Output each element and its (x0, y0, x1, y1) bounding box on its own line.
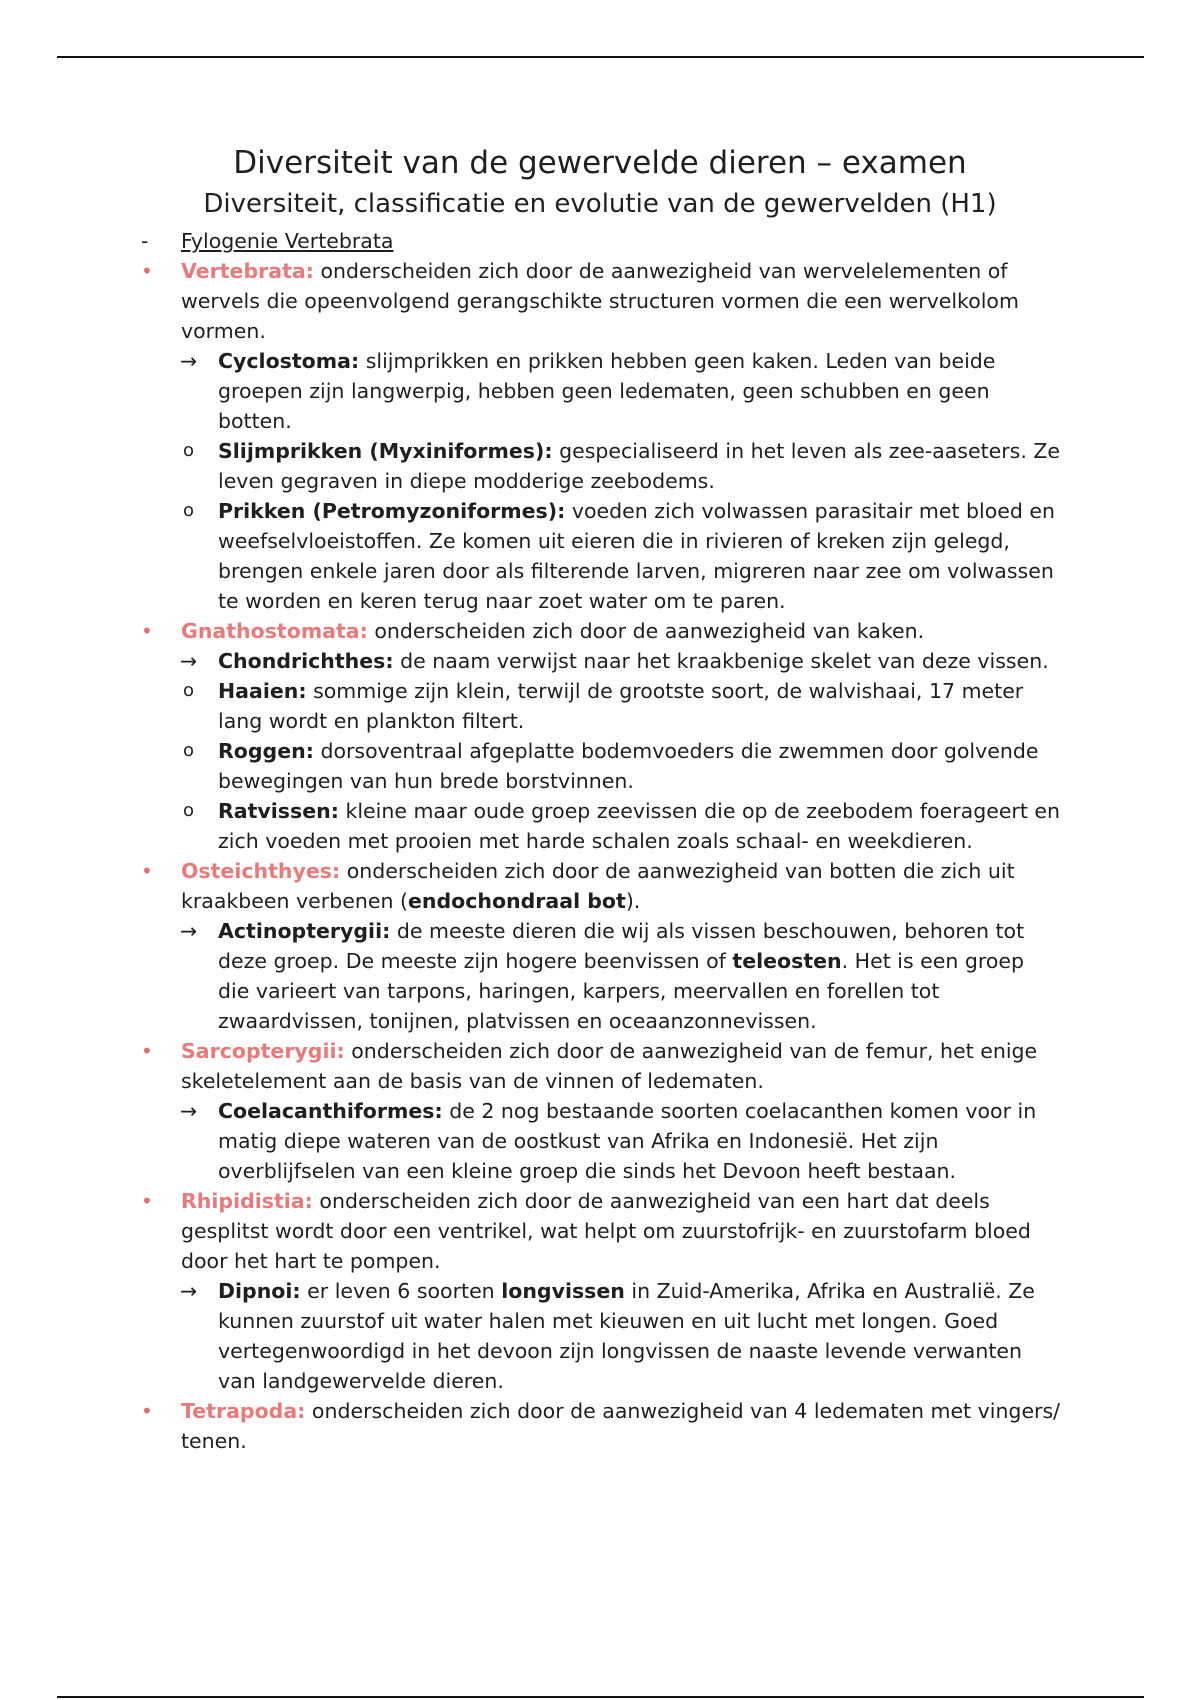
circle-marker: o (183, 680, 195, 701)
list-item-vertebrata (141, 256, 1061, 346)
term-vertebrata: Vertebrata: (181, 259, 314, 283)
sub-item-haaien (141, 676, 1061, 736)
name-roggen: Roggen: (218, 739, 314, 763)
sub-item-coelacanthiformes (141, 1096, 1061, 1186)
arrow-icon: → (180, 919, 198, 943)
name-dipnoi: Dipnoi: (218, 1279, 301, 1303)
list-item-rhipidistia (141, 1186, 1061, 1276)
bullet-icon: • (141, 1399, 153, 1423)
list-item-tetrapoda (141, 1396, 1061, 1456)
text-sarcopterygii: onderscheiden zich door de aanwezigheid van de femur, het enige skeletelement aan de basis van de vinnen of ledematen. (181, 1039, 1038, 1093)
document-body (141, 226, 1061, 1456)
text-haaien: sommige zijn klein, terwijl de grootste soort, de walvishaai, 17 meter lang wordt en plankton filtert. (218, 679, 1024, 733)
sub-item-chondrichthes (141, 646, 1061, 676)
name-haaien: Haaien: (218, 679, 307, 703)
bullet-icon: • (141, 1189, 153, 1213)
bottom-rule (57, 1696, 1144, 1698)
dash-marker: - (141, 229, 149, 253)
text-gnathostomata: onderscheiden zich door de aanwezigheid van kaken. (374, 619, 925, 643)
section-heading: Fylogenie Vertebrata (181, 229, 394, 253)
term-tetrapoda: Tetrapoda: (181, 1399, 306, 1423)
sub-item-prikken (141, 496, 1061, 616)
top-rule (57, 56, 1144, 58)
sub-item-cyclostoma (141, 346, 1061, 436)
name-cyclostoma: Cyclostoma: (218, 349, 360, 373)
text-tetrapoda: onderscheiden zich door de aanwezigheid van 4 ledematen met vingers/ tenen. (181, 1399, 1061, 1453)
name-slijmprikken: Slijmprikken (Myxiniformes): (218, 439, 553, 463)
page-title: Diversiteit van de gewervelde dieren – examen (233, 145, 967, 181)
arrow-icon: → (180, 1099, 198, 1123)
text-ratvissen: kleine maar oude groep zeevissen die op de zeebodem foerageert en zich voeden met prooien met harde schalen zoals schaal- en weekdieren. (218, 799, 1061, 853)
page-subtitle: Diversiteit, classificatie en evolutie van de gewervelden (H1) (203, 189, 997, 219)
text-actinopterygii-a: de meeste dieren die wij als vissen beschouwen, behoren tot deze groep. De meeste zijn hogere beenvissen of (218, 919, 1025, 973)
term-rhipidistia: Rhipidistia: (181, 1189, 313, 1213)
sub-item-roggen (141, 736, 1061, 796)
heading-line (141, 226, 1061, 256)
sub-item-dipnoi (141, 1276, 1061, 1396)
name-coelacanthiformes: Coelacanthiformes: (218, 1099, 443, 1123)
text-dipnoi-a: er leven 6 soorten (307, 1279, 495, 1303)
sub-item-actinopterygii (141, 916, 1061, 1036)
text-slijmprikken: gespecialiseerd in het leven als zee-aaseters. Ze leven gegraven in diepe modderige zeebodems. (218, 439, 1061, 493)
list-item-gnathostomata (141, 616, 1061, 646)
sub-item-slijmprikken (141, 436, 1061, 496)
text-vertebrata: onderscheiden zich door de aanwezigheid van wervelelementen of wervels die opeenvolgend gerangschikte structuren vormen die een wervelkolom vormen. (181, 259, 1019, 343)
text-coelacanthiformes: de 2 nog bestaande soorten coelacanthen komen voor in matig diepe wateren van de oostkust van Afrika en Indonesië. Het zijn overblijfselen van een kleine groep die sinds het Devoon heeft bestaan. (218, 1099, 1037, 1183)
term-gnathostomata: Gnathostomata: (181, 619, 368, 643)
text-prikken: voeden zich volwassen parasitair met bloed en weefselvloeistoffen. Ze komen uit eieren die in rivieren of kreken zijn gelegd, brengen enkele jaren door als filterende larven, migreren naar zee om volwassen te worden en keren terug naar zoet water om te paren. (218, 499, 1055, 613)
list-item-sarcopterygii (141, 1036, 1061, 1096)
text-roggen: dorsoventraal afgeplatte bodemvoeders die zwemmen door golvende bewegingen van hun brede borstvinnen. (218, 739, 1039, 793)
arrow-icon: → (180, 349, 198, 373)
text-cyclostoma: slijmprikken en prikken hebben geen kaken. Leden van beide groepen zijn langwerpig, hebben geen ledematen, geen schubben en geen botten. (218, 349, 996, 433)
bold-teleosten: teleosten (732, 949, 842, 973)
bold-endochondraal: endochondraal bot (407, 889, 626, 913)
arrow-icon: → (180, 649, 198, 673)
bullet-icon: • (141, 859, 153, 883)
text-chondrichthes: de naam verwijst naar het kraakbenige skelet van deze vissen. (400, 649, 1049, 673)
name-prikken: Prikken (Petromyzoniformes): (218, 499, 566, 523)
circle-marker: o (183, 500, 195, 521)
arrow-icon: → (180, 1279, 198, 1303)
text-osteichthyes-a: onderscheiden zich door de aanwezigheid van botten die zich uit kraakbeen verbenen ( (181, 859, 1015, 913)
text-osteichthyes-b: ). (625, 889, 641, 913)
circle-marker: o (183, 740, 195, 761)
bullet-icon: • (141, 619, 153, 643)
bullet-icon: • (141, 259, 153, 283)
name-actinopterygii: Actinopterygii: (218, 919, 391, 943)
text-dipnoi-b: in Zuid-Amerika, Afrika en Australië. Ze kunnen zuurstof uit water halen met kieuwen en uit lucht met longen. Goed vertegenwoordigd in het devoon zijn longvissen de naaste levende verwanten van landgewervelde dieren. (218, 1279, 1035, 1393)
term-osteichthyes: Osteichthyes: (181, 859, 341, 883)
text-actinopterygii-b: . Het is een groep die varieert van tarpons, haringen, karpers, meervallen en forellen tot zwaardvissen, tonijnen, platvissen en oceaanzonnevissen. (218, 949, 1025, 1033)
sub-item-ratvissen (141, 796, 1061, 856)
circle-marker: o (183, 800, 195, 821)
circle-marker: o (183, 440, 195, 461)
list-item-osteichthyes (141, 856, 1061, 916)
bold-longvissen: longvissen (501, 1279, 625, 1303)
text-rhipidistia: onderscheiden zich door de aanwezigheid van een hart dat deels gesplitst wordt door een ventrikel, wat helpt om zuurstofrijk- en zuurstofarm bloed door het hart te pompen. (181, 1189, 1031, 1273)
term-sarcopterygii: Sarcopterygii: (181, 1039, 345, 1063)
bullet-icon: • (141, 1039, 153, 1063)
name-chondrichthes: Chondrichthes: (218, 649, 394, 673)
name-ratvissen: Ratvissen: (218, 799, 339, 823)
